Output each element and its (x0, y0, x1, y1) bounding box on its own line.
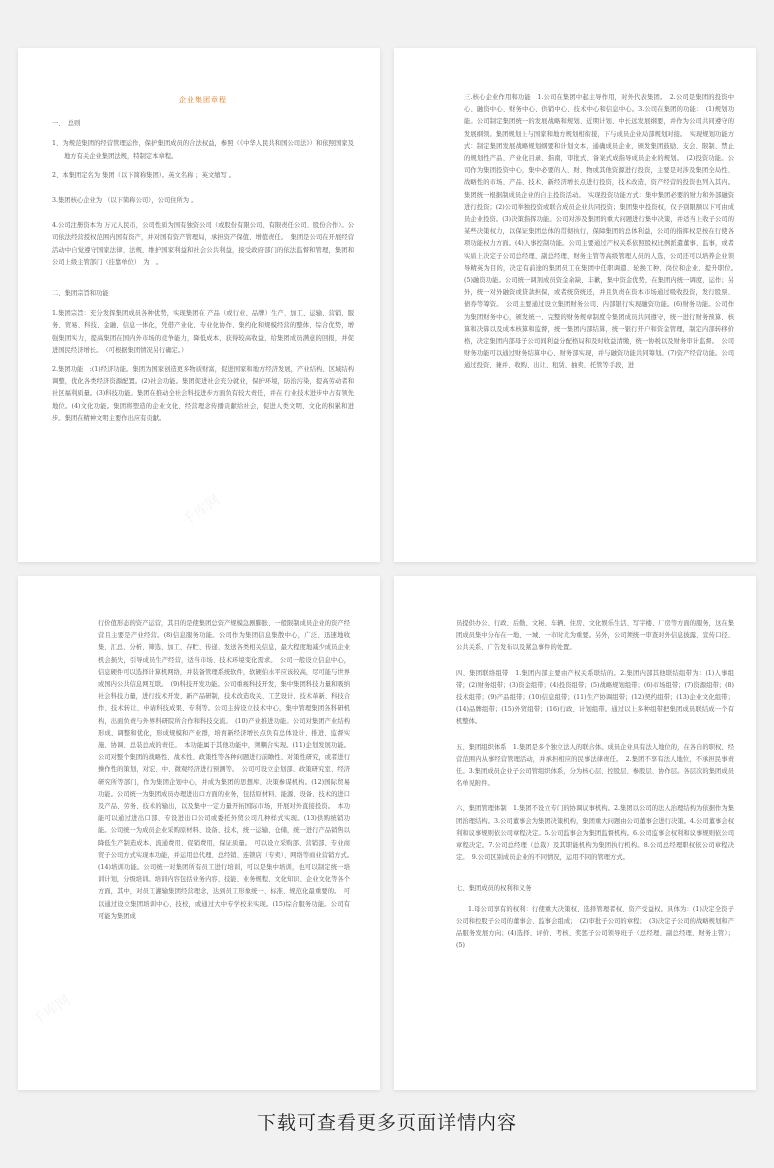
paragraph: 3.集团核心企业为 （以下简称公司），公司住所为 。 (52, 197, 198, 205)
document-page-1 (18, 48, 380, 562)
paragraph: 行价值形态的资产运营，其目的是使集团总资产规模急剧膨胀、一般限制成员企业的资产经营且主要是产业经营。(8)信息服务功能。公司作为集团信息集散中心，广泛、迅速地收集、汇总、分析、筛选、加工、存贮、传递、发送各类相关信息，最大程度地减少成员企业机会损失，引导成员生产经营，适当市场、技术环境变化需求。 公司一般设立信息中心，信息硬件可以选择计算机网络，并装备管理系统软件，软硬伯水平应该较高，尽可能与世界或国内公共信息网互联。 (9)科技开发功能。公司重视科技开发，集中集团科技力量和吸纳社会科技力量，进行技术开发、新产品研制，技术改造攻关、工艺设计、技术革新、科技合作、技术转让、申请科技成果、专利等。公司主持设立技术中心，集中管理集团各科研机构，出面负责与外界科研院所合作和科技交流。 (10)产业推进功能。公司对集团产业结构形成、调整和优化，形成规模和产业群，培育新经济增长点负有总体设计、推进、监督实施、协调、总装总成的责任。 本功能属于其他功能中，须耦合实现。(11)企划发展功能。公司对整个集团的战略性、战术性、政策性等各种问题进行前瞻性、对策性研究，或者进行操作性的策划，对宏、中、微观经济进行预测等。 公司可设立企划部、政策研究室、经济研究所等部门，作为集团企划中心，并成为集团的思想库、决策参谋机构。(12)国际贸易功能。公司统一为集团成员办理进出口方面的业务，包括原材料、能源、设备、技术的进口及产品、劳务、技术的输出，以及集中一定力量开拓国际市场，开展对外直接投资。 本功能可以通过进出口部、专设进出口公司或委托外贸公司几种样式实现。(13)供购统销功能。公司统一为成员企业采购原材料、设备、技术，统一运输、仓储，统一进行产品销售以降低生产制造成本、流通费用、促销费用，保证质量。 可以设立采购部、营销部、专业商贸子公司方式实现本功能，并运用总代理、总经销、连锁店（专卖）、网络等商业营销方式。 (14)培训功能。公司统一对集团所有员工进行培训，可以是集中培训，也可以制定统一培训计划，分级培训。培训内容包括业务内容、技能、业务规程、文化知识、企业文化等各个方面，其中，对员工灌输集团经营理念，达到员工形象统一、标准、规范化最重要的。 可以通过设立集团培训中心、技校，或通过大中专学校来实现。(15)综合服务功能。公司有可能为集团成 (98, 620, 357, 920)
watermark: 千库网 (29, 992, 74, 1030)
document-page-2 (394, 48, 756, 562)
watermark: 千库网 (179, 492, 224, 530)
paragraph: 五、集团组织体系 1.集团是多个独立法人的联合体。成员企业具有法人地位的，在各自的职权、经营范围内从事经营管理活动，并承担相应的民事法律责任。 2.集团不享有法人地位，不承担民事责任。3.集团成员企业子公司管组织体系，分为核心层、控股层、参股层、协作层。各层次的集团成员名单见附件。 (456, 743, 734, 788)
paragraph: 2、本集团定名为 集团（以下简称集团）。英文名称 ；英文缩写 。 (52, 171, 236, 179)
paragraph: 1、为规范集团的经营管理运作，保护集团成员的合法权益，参照（《中华人民共和国公司法》）和依照国家及地方有关企业集团法规，特制定本章程。 (52, 140, 354, 160)
paragraph: 六、集团管理体制 1.集团不设立专门的协调议事机构。2.集团以公司的法人治理结构为依据作为集团治理结构。3.公司董事会为集团决策机构，集团重大问题由公司董事会进行决策。4.公司董事会权利和议事规则依公司章程决定。5.公司监事会为集团监督机构。6.公司监事会权利和议事规则依公司章程决定。7.公司总经理（总裁）及其职能机构为集团执行机构。8.公司总经理职权依公司章程决定。 9.公司区别成员企业的不同情况，运用不同的管理方式。 (456, 805, 734, 862)
document-title: 企业集团章程 (179, 96, 227, 104)
paragraph: 三.核心企业作用和功能 1.公司在集团中起主导作用，对外代表集团。 2.公司是集团的投资中心、融资中心、财务中心、供销中心、技术中心和信息中心。3.公司在集团的功能： (1)规划功能。公司制定集团统一的发展战略和规划、近期计划、中长远发展纲要，并作为公司共同遵守的发展纲领。集团规划上与国家和地方规划相衔接，下与成员企业局部规划对接。 实现规划功能方式：制定集团发展战略规划纲要和计划文本，通确成员企业，颁发集团鼓励、支会、限制、禁止的规划性产品、产业化目录、指南，审批式、备案式成指导成员企业的规划。 (2)投资功能。公司作为集团投资中心，集中必要的人、财、物或其他资源进行投资，主要是对涉及集团全局性、战略性的市场、产品、技术、新经济增长点进行投资，技术改造，资产经营的投资也列入其内。集团统一根据制成员企业的自主投资活动。 实现投资功能方式：集中集团必要的财力和外部融资进行投资；(2)公司举独投资或联合成员企业共同投资；集团集中投资权，仅予别限额以下可由成员企业投资。(3)决策指挥功能。公司对涉及集团的重大问题进行集中决策，并适当上收子公司的某些决策权力，以保证集团总体的贯彻执行，保障集团的总体利益，公司的指挥权是按在行使各项功能权力方面。(4)人事控制功能。公司主要通过产权关系依照股权比例派遣董事、监事，或者实质上决定子公司总经理、副总经理、财务主管等高级管理人员的人选，公司还可以培养企业领导精英为目的，决定有前途的集团员工在集团中任职调遣、轮换工种、岗位和企业、提升职位。 (5)融资功能。公司统一调剂成员资金余缺、丰歉，集中资金优势，在集团内统一调度，运作；另外，统一对外融资或贷款担保，或者统贷统还，并且负责在资本市场通过吸收投资，发行股票、债券等筹资。 公司主要通过设立集团财务公司、内部银行实现融资功能。(6)财务功能。公司作为集团财务中心，颁发统一、完整的财务规章制度令集团成员共同遵守，统一进行财务预算、核算和决算以及成本核算和监督，统一集团内部结算，统一银行开户和资金管理，制定内部转移价格，决定集团内部母子公司间利益分配格局和及时收益清缴，统一协税以及财务审计监督。 公司财务功能可以通过财务结算中心、财务部实现，并与融资功能共同筹划。(7)资产经营功能。公司通过投资、兼并、收购、出让、租赁、抽卖、托管等手段，进 (464, 94, 741, 370)
paragraph: 四、集团联络组带 1.集团内部主要由产权关系联结的。2.集团内部其他联结组带为：(1)人事组带；(2)财务组带；(3)资金组带；(4)投资组带；(5)战略规划组带；(6)市场组带；(7)资源组带；(8)技术组带；(9)产品组带；(10)信息组带；(11)生产协调组带；(12)契约组带；(13)企业文化组带；(14)品牌组带；(15)外贸组带；(16)行政、计划组带。通过以上多种组带把集团成员联结成一个有机整体。 (456, 669, 734, 726)
download-more-caption: 下载可查看更多页面详情内容 (256, 1112, 517, 1134)
paragraph: 1.集团宗旨：充分发挥集团成员各种优势，实现集团在 产品（或行业、品牌）生产、加工、运输、营销、服务、贸易、科技、金融、信息一体化，凭借产业化、专业化协作、集约化和规模经营的整体、综合优势，增强集团实力，提高集团在国内外市场的竞争能力，降低成本，获得较高收益，给集团成员满意的回报，并促进国民经济增长。 （可根据集团情况另行确定。） (52, 310, 354, 354)
paragraph: 2.集团功能 :(1)经济功能。集团为国家创造更多物质财富，促进国家和地方经济发展，产业结构、区域结构调整，优化各类经济资源配置。(2)社会功能。集团促进社会充分就业，保护环境，防治污染，提高劳动者和社区福利质量。(3)科技功能。集团在推动全社会科技进步方面负有较大责任，并在 行业技术进步中占有领先地位。(4)文化功能。集团将塑造的企业文化、经营理念传播贡献给社会，促进人类文明、文化的积累和进步。集团在精神文明主要作出应有贡献。 (52, 366, 354, 422)
document-page-3 (18, 576, 380, 1090)
paragraph: 1.母公司享有的权利：行使重大决策权、选择管理者权、资产受益权。具体为：(1)决定全资子公司和控股子公司的董事会、监事会组成； (2)审批子公司的章程； (3)决定子公司的战略规划和产品服务发展方向；(4)选择、评价、考核、奖惩子公司领导班子（总经理、副总经理、财务主管）；(5) (456, 905, 734, 950)
document-page-4 (394, 576, 756, 1090)
paragraph: 4.公司注册资本为 万元人民币，公司性质为国有独资公司（或股份有限公司、有限责任公司、股份合作）。公司依法经营授权范围内国有资产，并对国有资产管理局，承担资产保值、增值责任。 集团是公司在开展经营活动中自觉遵守国家法律、法规，维护国家利益和社会公共利益，接受政府部门的依法监督和管理，集团和公司上级主管部门（挂靠单位） 为 。 (52, 222, 354, 266)
section-heading-purpose: 二、集团宗旨和功能 (52, 290, 109, 298)
paragraph: 员提供办公、行政、后勤、文秘、车辆、住房、文化娱乐生活、写字楼、厂房等方面的服务，这在集团成员集中分布在一地、一城、一市时尤为重要。另外，公司须统一审查对外信息披露、宣传口径、公共关系、广告发布以及紧急事件的处置。 (456, 620, 734, 652)
section-heading-general: 一、 总则 (52, 120, 81, 128)
section-heading-rights: 七、集团成员的权利和义务 (456, 885, 532, 893)
